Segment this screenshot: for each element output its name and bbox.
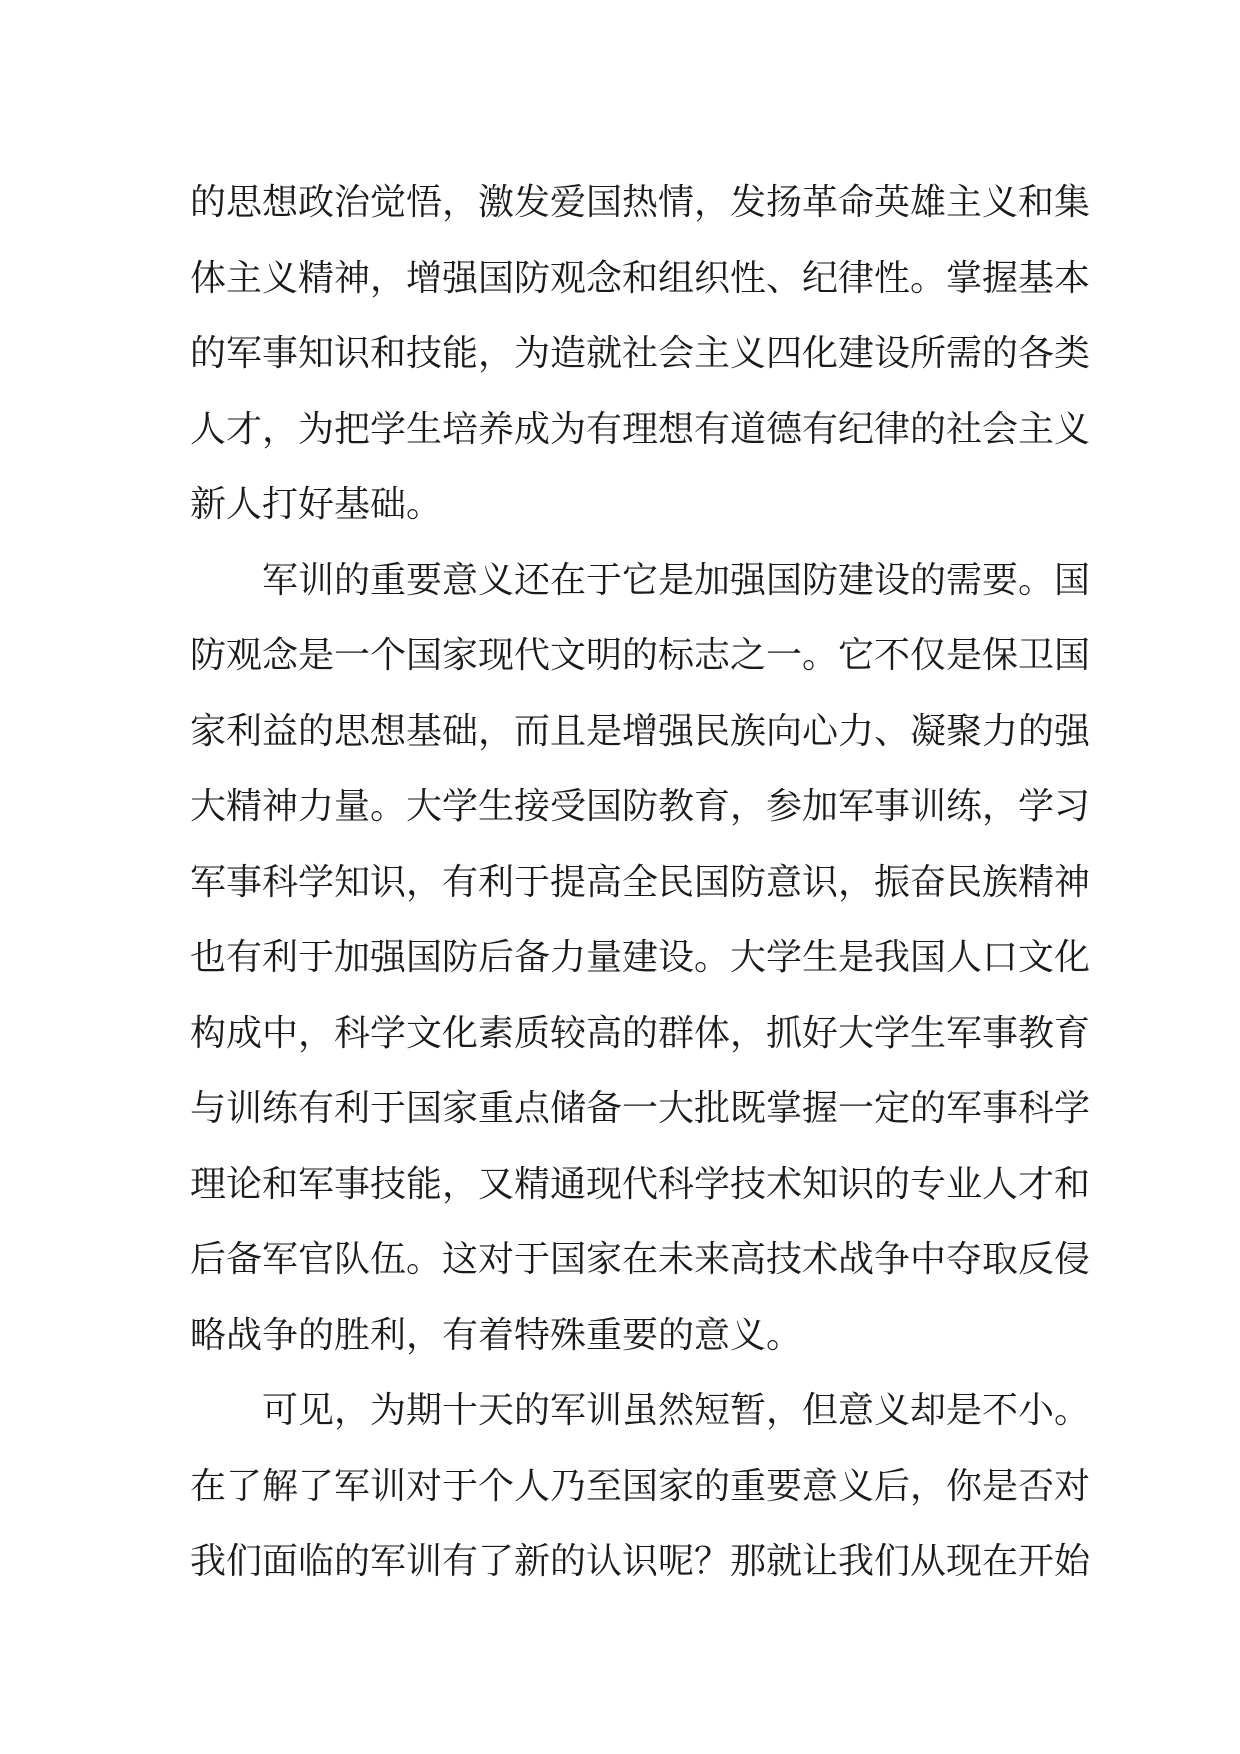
- text-line: 略战争的胜利，有着特殊重要的意义。: [190, 1314, 803, 1356]
- text-line: 在了解了军训对于个人乃至国家的重要意义后，你是否对: [190, 1465, 1091, 1507]
- text-line: 理论和军事技能，又精通现代科学技术知识的专业人才和: [190, 1163, 1091, 1205]
- text-line: 新人打好基础。: [190, 484, 443, 525]
- paragraph-1: [190, 165, 1091, 543]
- text-line: 我们面临的军训有了新的认识呢？那就让我们从现在开始: [190, 1541, 1091, 1582]
- document-body: [190, 165, 1091, 1600]
- text-line: 军训的重要意义还在于它是加强国防建设的需要。国: [262, 559, 1091, 601]
- paragraph-3: [190, 1373, 1091, 1600]
- text-line: 军事科学知识，有利于提高全民国防意识，振奋民族精神: [190, 861, 1091, 903]
- text-line: 的军事知识和技能，为造就社会主义四化建设所需的各类: [190, 333, 1091, 374]
- text-line: 体主义精神，增强国防观念和组织性、纪律性。掌握基本: [190, 257, 1091, 299]
- text-line: 防观念是一个国家现代文明的标志之一。它不仅是保卫国: [190, 635, 1091, 676]
- text-line: 人才，为把学生培养成为有理想有道德有纪律的社会主义: [190, 408, 1091, 450]
- text-line: 构成中，科学文化素质较高的群体，抓好大学生军事教育: [190, 1012, 1091, 1054]
- text-line: 也有利于加强国防后备力量建设。大学生是我国人口文化: [190, 937, 1091, 978]
- text-line: 家利益的思想基础，而且是增强民族向心力、凝聚力的强: [190, 710, 1091, 752]
- paragraph-2: [190, 543, 1091, 1374]
- text-line: 可见，为期十天的军训虽然短暂，但意义却是不小。: [262, 1390, 1091, 1431]
- text-line: 的思想政治觉悟，激发爱国热情，发扬革命英雄主义和集: [190, 182, 1091, 223]
- text-line: 后备军官队伍。这对于国家在未来高技术战争中夺取反侵: [190, 1239, 1091, 1280]
- text-line: 大精神力量。大学生接受国防教育，参加军事训练，学习: [190, 786, 1091, 827]
- text-line: 与训练有利于国家重点储备一大批既掌握一定的军事科学: [190, 1088, 1091, 1129]
